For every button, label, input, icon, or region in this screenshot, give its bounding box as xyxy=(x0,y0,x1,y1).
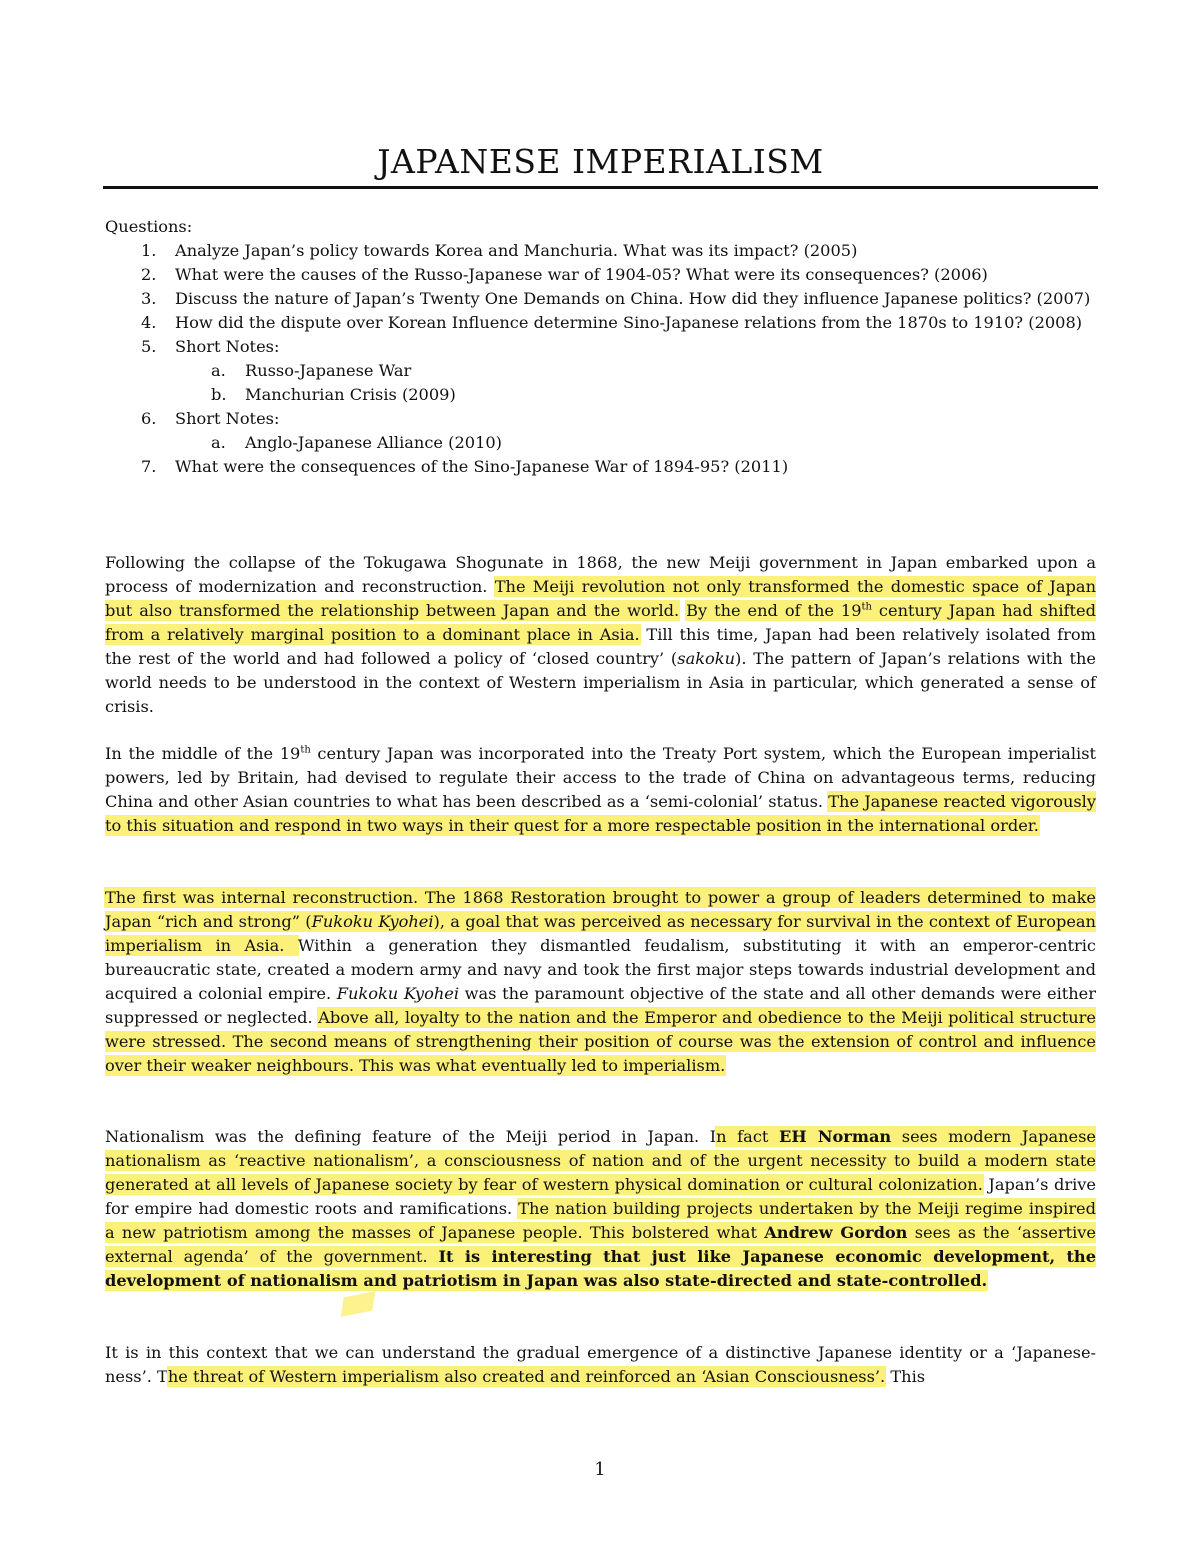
highlighter-mark xyxy=(341,1291,376,1317)
paragraph-meiji-modernization xyxy=(105,551,1096,719)
italic-term: Fukoku Kyohei xyxy=(336,984,460,1003)
paragraph-nationalism xyxy=(105,1125,1096,1293)
highlighted-text-part: sees as the ‘assertive external agenda’ of the government. xyxy=(105,1223,1096,1266)
question-text: What were the causes of the Russo-Japanese war of 1904-05? What were its consequences? (2006) xyxy=(175,265,988,284)
highlighted-text-part: The nation building projects undertaken by the Meiji regime inspired a new patriotism among the masses of Japanese people. This bolstered what xyxy=(105,1199,1097,1242)
questions-list xyxy=(105,239,1096,479)
paragraph-text: was the paramount objective of the state and all other demands were either suppressed or neglected. xyxy=(105,984,1096,1027)
paragraph-text: This xyxy=(885,1367,926,1386)
question-item xyxy=(105,311,1096,335)
question-number: 2. xyxy=(141,265,157,284)
highlighted-text-part: century Japan had shifted from a relatively marginal position to a dominant place in Asia. xyxy=(105,601,1096,644)
paragraph-text: ). The pattern of Japan’s relations with the world needs to be understood in the context of Western imperialism in Asia in particular, which generated a sense of crisis. xyxy=(105,649,1096,716)
sub-question-text: Anglo-Japanese Alliance (2010) xyxy=(245,433,502,452)
question-item xyxy=(105,263,1096,287)
question-number: 4. xyxy=(141,313,157,332)
question-number: 6. xyxy=(141,409,157,428)
paragraph-text: Till this time, Japan had been relatively isolated from the rest of the world and had followed a policy of ‘closed country’ ( xyxy=(105,625,1096,668)
paragraph-text: In the middle of the 19 xyxy=(105,744,301,763)
sub-question-item xyxy=(175,431,1096,455)
paragraph-text: Japan’s drive for empire had domestic roots and ramifications. xyxy=(105,1175,1096,1218)
questions-heading: Questions: xyxy=(105,217,193,236)
sub-question-item xyxy=(175,359,1096,383)
highlighted-text: Above all, loyalty to the nation and the Emperor and obedience to the Meiji political structure were stressed. The second means of strengthening their position of course was the extension of control and influence over their weaker neighbours. This was what eventually led to imperialism. xyxy=(105,1008,1096,1075)
document-title: JAPANESE IMPERIALISM xyxy=(377,142,824,181)
paragraph-treaty-port xyxy=(105,742,1096,838)
paragraph-text: Within a generation they dismantled feudalism, substituting it with an emperor-centric bureaucratic state, created a modern army and navy and took the first major steps towards industrial development and acquired a colonial empire. xyxy=(105,936,1096,1003)
highlighted-text-part: sees modern Japanese nationalism as ‘reactive nationalism’, a consciousness of nation and of the urgent necessity to build a modern state generated at all levels of Japanese society by fear of western physical domination or cultural colonization. xyxy=(105,1127,1096,1194)
paragraph-japanese-identity xyxy=(105,1341,1096,1389)
highlighted-text: The Meiji revolution not only transformed the domestic space of Japan but also transformed the relationship between Japan and the world. xyxy=(105,577,1097,620)
sub-question-text: Manchurian Crisis (2009) xyxy=(245,385,456,404)
question-item xyxy=(105,239,1096,263)
paragraph-text: It is in this context that we can understand the gradual emergence of a distinctive Japanese identity or a ‘Japanese-ness’. T xyxy=(105,1343,1096,1386)
italic-term: sakoku xyxy=(677,649,736,668)
bold-name: EH Norman xyxy=(778,1127,892,1146)
superscript: th xyxy=(300,744,311,756)
paragraph-text: Nationalism was the defining feature of the Meiji period in Japan. I xyxy=(105,1127,717,1146)
question-text: How did the dispute over Korean Influence determine Sino-Japanese relations from the 1870s to 1910? (2008) xyxy=(175,313,1083,332)
bold-highlighted-statement: It is interesting that just like Japanese economic development, the development of nationalism and patriotism in Japan was also state-directed and state-controlled. xyxy=(105,1247,1096,1290)
question-text: Discuss the nature of Japan’s Twenty One Demands on China. How did they influence Japanese politics? (2007) xyxy=(175,289,1091,308)
bold-name: Andrew Gordon xyxy=(764,1223,908,1242)
page-number: 1 xyxy=(594,1459,606,1480)
sub-question-text: Russo-Japanese War xyxy=(245,361,412,380)
superscript: th xyxy=(861,601,872,613)
question-number: 7. xyxy=(141,457,157,476)
italic-term: Fukoku Kyohei xyxy=(311,912,434,931)
highlighted-text-part: ), a goal that was perceived as necessary for survival in the context of European imperialism in Asia. xyxy=(105,912,1096,955)
question-text: Analyze Japan’s policy towards Korea and Manchuria. What was its impact? (2005) xyxy=(175,241,858,260)
sub-question-item xyxy=(175,383,1096,407)
question-item xyxy=(105,335,1096,407)
paragraph-text: Following the collapse of the Tokugawa Shogunate in 1868, the new Meiji government in Japan embarked upon a process of modernization and reconstruction. xyxy=(105,553,1096,596)
sub-question-list xyxy=(175,431,1096,455)
highlighted-text: The Japanese reacted vigorously to this situation and respond in two ways in their quest for a more respectable position in the international order. xyxy=(105,792,1096,835)
questions-section xyxy=(105,215,1096,479)
sub-question-letter: a. xyxy=(211,433,226,452)
highlighted-text-part: By the end of the 19 xyxy=(686,601,862,620)
question-text: Short Notes: xyxy=(175,409,280,428)
question-item xyxy=(105,455,1096,479)
question-item xyxy=(105,287,1096,311)
highlighted-text-part: The first was internal reconstruction. The 1868 Restoration brought to power a group of leaders determined to make Japan “rich and strong” ( xyxy=(105,888,1096,931)
paragraph-text: century Japan was incorporated into the Treaty Port system, which the European imperialist powers, led by Britain, had devised to regulate their access to the trade of China on advantageous terms, reducing China and other Asian countries to what has been described as a ‘semi-colonial’ status. xyxy=(105,744,1097,811)
sub-question-letter: b. xyxy=(211,385,227,404)
sub-question-letter: a. xyxy=(211,361,226,380)
highlighted-text: he threat of Western imperialism also created and reinforced an ‘Asian Consciousness’. xyxy=(167,1367,886,1386)
question-text: What were the consequences of the Sino-Japanese War of 1894-95? (2011) xyxy=(175,457,789,476)
paragraph-internal-reconstruction xyxy=(105,886,1096,1078)
highlighted-text-part: n fact xyxy=(716,1127,779,1146)
question-number: 5. xyxy=(141,337,157,356)
question-number: 3. xyxy=(141,289,157,308)
title-divider xyxy=(103,186,1098,189)
question-number: 1. xyxy=(141,241,157,260)
question-item xyxy=(105,407,1096,455)
sub-question-list xyxy=(175,359,1096,407)
question-text: Short Notes: xyxy=(175,337,280,356)
